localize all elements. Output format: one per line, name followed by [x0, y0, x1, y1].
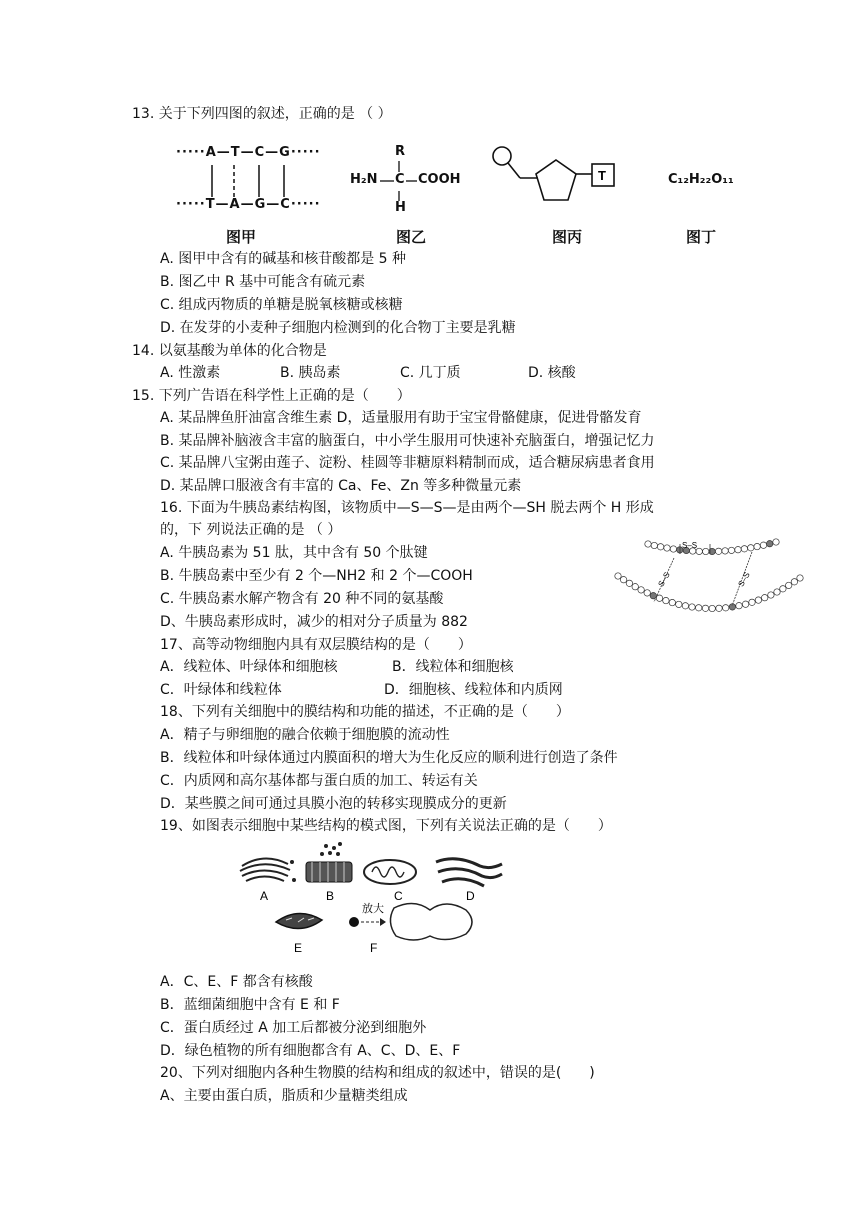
amino-acid-residue	[749, 599, 755, 605]
organelle-figure	[234, 840, 514, 960]
organelle-d-er	[436, 859, 502, 886]
amino-acid-residue	[716, 605, 722, 611]
amino-acid-residue	[748, 545, 754, 551]
hydrogen-label: H	[395, 200, 406, 215]
alpha-carbon-label: C	[395, 172, 405, 187]
amino-acid-residue	[702, 605, 708, 611]
q14-option-d: D. 核酸	[528, 365, 576, 381]
amino-acid-residue	[728, 547, 734, 553]
q16-option-a: A. 牛胰岛素为 51 肽，其中含有 50 个肽键	[160, 545, 428, 561]
amino-acid-residue	[768, 592, 774, 598]
organelle-label-d: D	[466, 889, 475, 903]
q13-option-c: C. 组成丙物质的单糖是脱氧核糖或核糖	[160, 297, 403, 313]
q14-option-c: C. 几丁质	[400, 365, 461, 381]
q16-option-d: D、牛胰岛素形成时，减少的相对分子质量为 882	[160, 614, 468, 630]
amino-acid-residue	[797, 575, 803, 581]
amino-acid-residue	[676, 601, 682, 607]
amino-acid-residue	[689, 604, 695, 610]
base-t-label: T	[598, 168, 606, 183]
organelle-a-golgi	[240, 858, 296, 882]
q17-option-a: A．线粒体、叶绿体和细胞核	[160, 659, 338, 675]
q18-stem: 18、下列有关细胞中的膜结构和功能的描述，不正确的是（ ）	[160, 704, 570, 720]
chain-b-residues	[615, 570, 803, 612]
amino-acid-residue	[626, 580, 632, 586]
amino-acid-residue	[736, 603, 742, 609]
amino-acid-residue	[663, 597, 669, 603]
amino-acid-residue	[645, 541, 651, 547]
amino-acid-residue	[644, 590, 650, 596]
q14-option-b: B. 胰岛素	[280, 365, 341, 381]
amino-acid-residue	[774, 589, 780, 595]
amino-acid-residue	[620, 577, 626, 583]
carboxyl-group-label: COOH	[418, 172, 461, 187]
q17-option-d: D．细胞核、线粒体和内质网	[384, 682, 563, 698]
organelle-label-c: C	[394, 889, 403, 903]
insulin-structure-figure	[612, 530, 812, 626]
q13-stem: 13. 关于下列四图的叙述，正确的是 （ ）	[132, 106, 392, 122]
amino-acid-residue	[703, 548, 709, 554]
amino-acid-residue	[709, 605, 715, 611]
q18-option-b: B．线粒体和叶绿体通过内膜面积的增大为生化反应的顺利进行创造了条件	[160, 750, 618, 766]
q17-options-row1	[160, 657, 514, 677]
amino-acid-residue	[742, 601, 748, 607]
amino-acid-residue	[762, 595, 768, 601]
q19-option-b: B．蓝细菌细胞中含有 E 和 F	[160, 997, 340, 1013]
q16-stem-line1: 16. 下面为牛胰岛素结构图，该物质中—S—S—是由两个—SH 脱去两个 H 形成	[160, 500, 654, 516]
q15-option-d: D. 某品牌口服液含有丰富的 Ca、Fe、Zn 等多种微量元素	[160, 478, 522, 494]
amino-acid-residue	[755, 597, 761, 603]
amino-acid-residue	[664, 545, 670, 551]
q15-stem: 15. 下列广告语在科学性上正确的是（ ）	[132, 388, 411, 404]
q19-option-c: C．蛋白质经过 A 加工后都被分泌到细胞外	[160, 1020, 427, 1036]
q14-options	[160, 363, 576, 383]
caption-ding: 图丁	[686, 228, 717, 246]
q18-option-d: D．某些膜之间可通过具膜小泡的转移实现膜成分的更新	[160, 796, 507, 812]
q20-option-a: A、主要由蛋白质，脂质和少量糖类组成	[160, 1088, 408, 1104]
organelle-c-mitochondrion	[364, 860, 416, 884]
dna-top-strand: ·····A—T—C—G·····	[176, 145, 321, 160]
amino-acid-residue	[780, 586, 786, 592]
q16-option-c: C. 牛胰岛素水解产物含有 20 种不同的氨基酸	[160, 591, 444, 607]
amino-acid-residue	[722, 548, 728, 554]
amino-acid-residue	[669, 599, 675, 605]
q13-option-a: A. 图甲中含有的碱基和核苷酸都是 5 种	[160, 251, 407, 267]
amino-acid-residue	[696, 605, 702, 611]
amino-acid-residue	[656, 595, 662, 601]
q17-option-c: C．叶绿体和线粒体	[160, 682, 282, 698]
q19-option-a: A．C、E、F 都含有核酸	[160, 974, 313, 990]
amino-acid-residue	[682, 603, 688, 609]
q13-option-d: D. 在发芽的小麦种子细胞内检测到的化合物丁主要是乳糖	[160, 320, 516, 336]
amino-acid-residue	[791, 579, 797, 585]
q18-option-a: A．精子与卵细胞的融合依赖于细胞膜的流动性	[160, 727, 450, 743]
formula-ding: C₁₂H₂₂O₁₁	[668, 172, 734, 187]
amino-acid-residue	[786, 582, 792, 588]
organelle-b-centriole	[306, 842, 352, 882]
q17-stem: 17、高等动物细胞内具有双层膜结构的是（ ）	[160, 637, 472, 653]
q14-option-a: A. 性激素	[160, 365, 221, 381]
organelle-e-chloroplast	[276, 913, 322, 928]
disulfide-intrachain-label: S–S	[682, 541, 698, 550]
q16-stem-line2: 的，下 列说法正确的是 （ ）	[160, 522, 342, 538]
q20-stem: 20、下列对细胞内各种生物膜的结构和组成的叙述中，错误的是( )	[160, 1065, 595, 1081]
caption-yi: 图乙	[396, 228, 427, 246]
chain-a-residues	[645, 539, 779, 555]
amino-acid-residue	[638, 587, 644, 593]
amino-acid-residue	[651, 542, 657, 548]
caption-jia: 图甲	[226, 228, 257, 246]
q15-option-b: B. 某品牌补脑液含丰富的脑蛋白，中小学生服用可快速补充脑蛋白，增强记忆力	[160, 433, 655, 449]
q14-stem: 14. 以氨基酸为单体的化合物是	[132, 343, 327, 359]
amino-acid-residue	[657, 544, 663, 550]
amino-acid-residue	[632, 584, 638, 590]
q17-options-row2	[160, 680, 563, 700]
amino-acid-residue	[767, 541, 773, 547]
amino-acid-residue	[754, 543, 760, 549]
disulfide-right-label: S–S	[736, 570, 752, 589]
figure-jia	[176, 145, 326, 217]
figure-yi-amino-acid	[350, 144, 470, 220]
amino-acid-residue	[729, 604, 735, 610]
amino-acid-residue	[773, 539, 779, 545]
amino-acid-bonds	[350, 144, 470, 220]
organelle-label-b: B	[326, 889, 335, 903]
amino-acid-residue	[723, 605, 729, 611]
amino-acid-residue	[741, 546, 747, 552]
amino-acid-residue	[715, 548, 721, 554]
organelle-label-f: F	[370, 941, 378, 955]
magnify-label: 放大	[362, 903, 384, 915]
caption-bing: 图丙	[552, 228, 583, 246]
q17-option-b: B．线粒体和细胞核	[392, 659, 514, 675]
dna-bottom-strand: ·····T—A—G—C·····	[176, 197, 321, 212]
amino-group-label: H₂N	[350, 172, 378, 187]
amino-acid-residue	[670, 546, 676, 552]
q19-stem: 19、如图表示细胞中某些结构的模式图，下列有关说法正确的是（ ）	[160, 818, 612, 834]
q15-option-a: A. 某品牌鱼肝油富含维生素 D，适量服用有助于宝宝骨骼健康，促进骨骼发育	[160, 410, 642, 426]
q13-option-b: B. 图乙中 R 基中可能含有硫元素	[160, 274, 366, 290]
r-group-label: R	[395, 144, 406, 159]
amino-acid-residue	[760, 542, 766, 548]
base-pair-lines	[176, 163, 326, 199]
q16-option-b: B. 牛胰岛素中至少有 2 个—NH2 和 2 个—COOH	[160, 568, 473, 584]
q19-option-d: D．绿色植物的所有细胞都含有 A、C、D、E、F	[160, 1043, 461, 1059]
amino-acid-residue	[615, 573, 621, 579]
figure-bing-nucleotide	[490, 142, 630, 212]
q18-option-c: C．内质网和高尔基体都与蛋白质的加工、转运有关	[160, 773, 478, 789]
amino-acid-residue	[735, 547, 741, 553]
organelle-label-e: E	[294, 941, 303, 955]
disulfide-left-label: S–S	[656, 570, 672, 589]
q15-option-c: C. 某品牌八宝粥由莲子、淀粉、桂圆等非糖原料精制而成，适合糖尿病患者食用	[160, 455, 655, 471]
organelle-label-a: A	[260, 889, 269, 903]
